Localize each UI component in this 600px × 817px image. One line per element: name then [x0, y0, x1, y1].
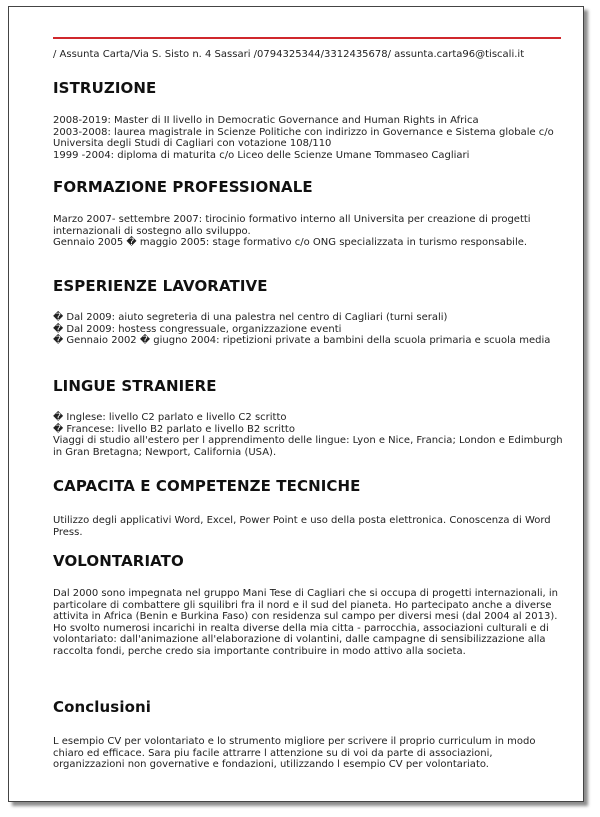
section-body	[53, 515, 563, 538]
text-line: Gennaio 2005 � maggio 2005: stage formativo c/o ONG specializzata in turismo responsabile.	[53, 237, 528, 248]
cv-content	[53, 48, 563, 770]
text-line: � Gennaio 2002 � giugno 2004: ripetizioni private a bambini della scuola primaria e scuola media	[53, 335, 551, 346]
contact-line: / Assunta Carta/Via S. Sisto n. 4 Sassari /0794325344/3312435678/ assunta.carta96@tiscali.it	[53, 49, 525, 60]
text-line: Utilizzo degli applicativi Word, Excel, Power Point e uso della posta elettronica. Conoscenza di Word Press.	[53, 515, 551, 538]
section-title: CAPACITA E COMPETENZE TECNICHE	[53, 477, 361, 495]
section-body	[53, 736, 563, 771]
header-rule	[53, 37, 561, 39]
section-competenze	[53, 477, 563, 538]
text-line: � Francese: livello B2 parlato e livello B2 scritto	[53, 423, 295, 435]
text-line: Marzo 2007- settembre 2007: tirocinio formativo interno all Universita per creazione di progetti internazionali di sostegno allo sviluppo.	[53, 214, 531, 237]
section-title: ISTRUZIONE	[53, 79, 157, 97]
section-title: Conclusioni	[53, 698, 151, 716]
section-body	[53, 588, 563, 657]
section-volontariato	[53, 552, 563, 657]
section-title: LINGUE STRANIERE	[53, 377, 217, 395]
text-line: 2008-2019: Master di II livello in Democratic Governance and Human Rights in Africa	[53, 115, 479, 126]
section-conclusioni	[53, 698, 563, 771]
section-body	[53, 412, 563, 458]
section-lingue	[53, 377, 563, 458]
section-body	[53, 312, 563, 347]
text-line: � Dal 2009: hostess congressuale, organizzazione eventi	[53, 323, 342, 335]
text-line: Dal 2000 sono impegnata nel gruppo Mani Tese di Cagliari che si occupa di progetti internazionali, in particolare di combattere gli squilibri fra il nord e il sud del pianeta. Ho partecipato anche a diverse attivita in Africa (Benin e Burkina Faso) con residenza sul campo per diversi mesi (dal 2004 al 2013).	[53, 588, 558, 622]
cv-page	[8, 6, 584, 802]
section-title: FORMAZIONE PROFESSIONALE	[53, 178, 313, 196]
section-body	[53, 115, 563, 161]
section-istruzione	[53, 79, 563, 161]
section-formazione	[53, 178, 563, 249]
text-line: � Inglese: livello C2 parlato e livello C2 scritto	[53, 412, 287, 423]
section-body	[53, 214, 563, 249]
section-title: ESPERIENZE LAVORATIVE	[53, 277, 268, 295]
text-line: 2003-2008: laurea magistrale in Scienze Politiche con indirizzo in Governance e Sistema globale c/o Universita degli Studi di Cagliari con votazione 108/110	[53, 126, 554, 149]
text-line: Viaggi di studio all'estero per l apprendimento delle lingue: Lyon e Nice, Francia; London e Edimburgh in Gran Bretagna; Newport, California (USA).	[53, 435, 563, 458]
section-esperienze	[53, 277, 563, 347]
text-line: 1999 -2004: diploma di maturita c/o Liceo delle Scienze Umane Tommaseo Cagliari	[53, 149, 470, 161]
text-line: Ho svolto numerosi incarichi in realta diverse della mia citta - parrocchia, associazioni culturali e di volontariato: dall'animazione all'elaborazione di volantini, dalle campagne di sensibilizzazione alla raccolta fondi, perche credo sia importante contribuire in modo attivo alla societa.	[53, 622, 549, 657]
section-title: VOLONTARIATO	[53, 552, 184, 570]
text-line: � Dal 2009: aiuto segreteria di una palestra nel centro di Cagliari (turni serali)	[53, 312, 448, 323]
text-line: L esempio CV per volontariato e lo strumento migliore per scrivere il proprio curriculum in modo chiaro ed efficace. Sara piu facile attrarre l attenzione su di voi da parte di associazioni, organizzazioni non governative e fondazioni, utilizzando l esempio CV per volontariato.	[53, 736, 536, 770]
